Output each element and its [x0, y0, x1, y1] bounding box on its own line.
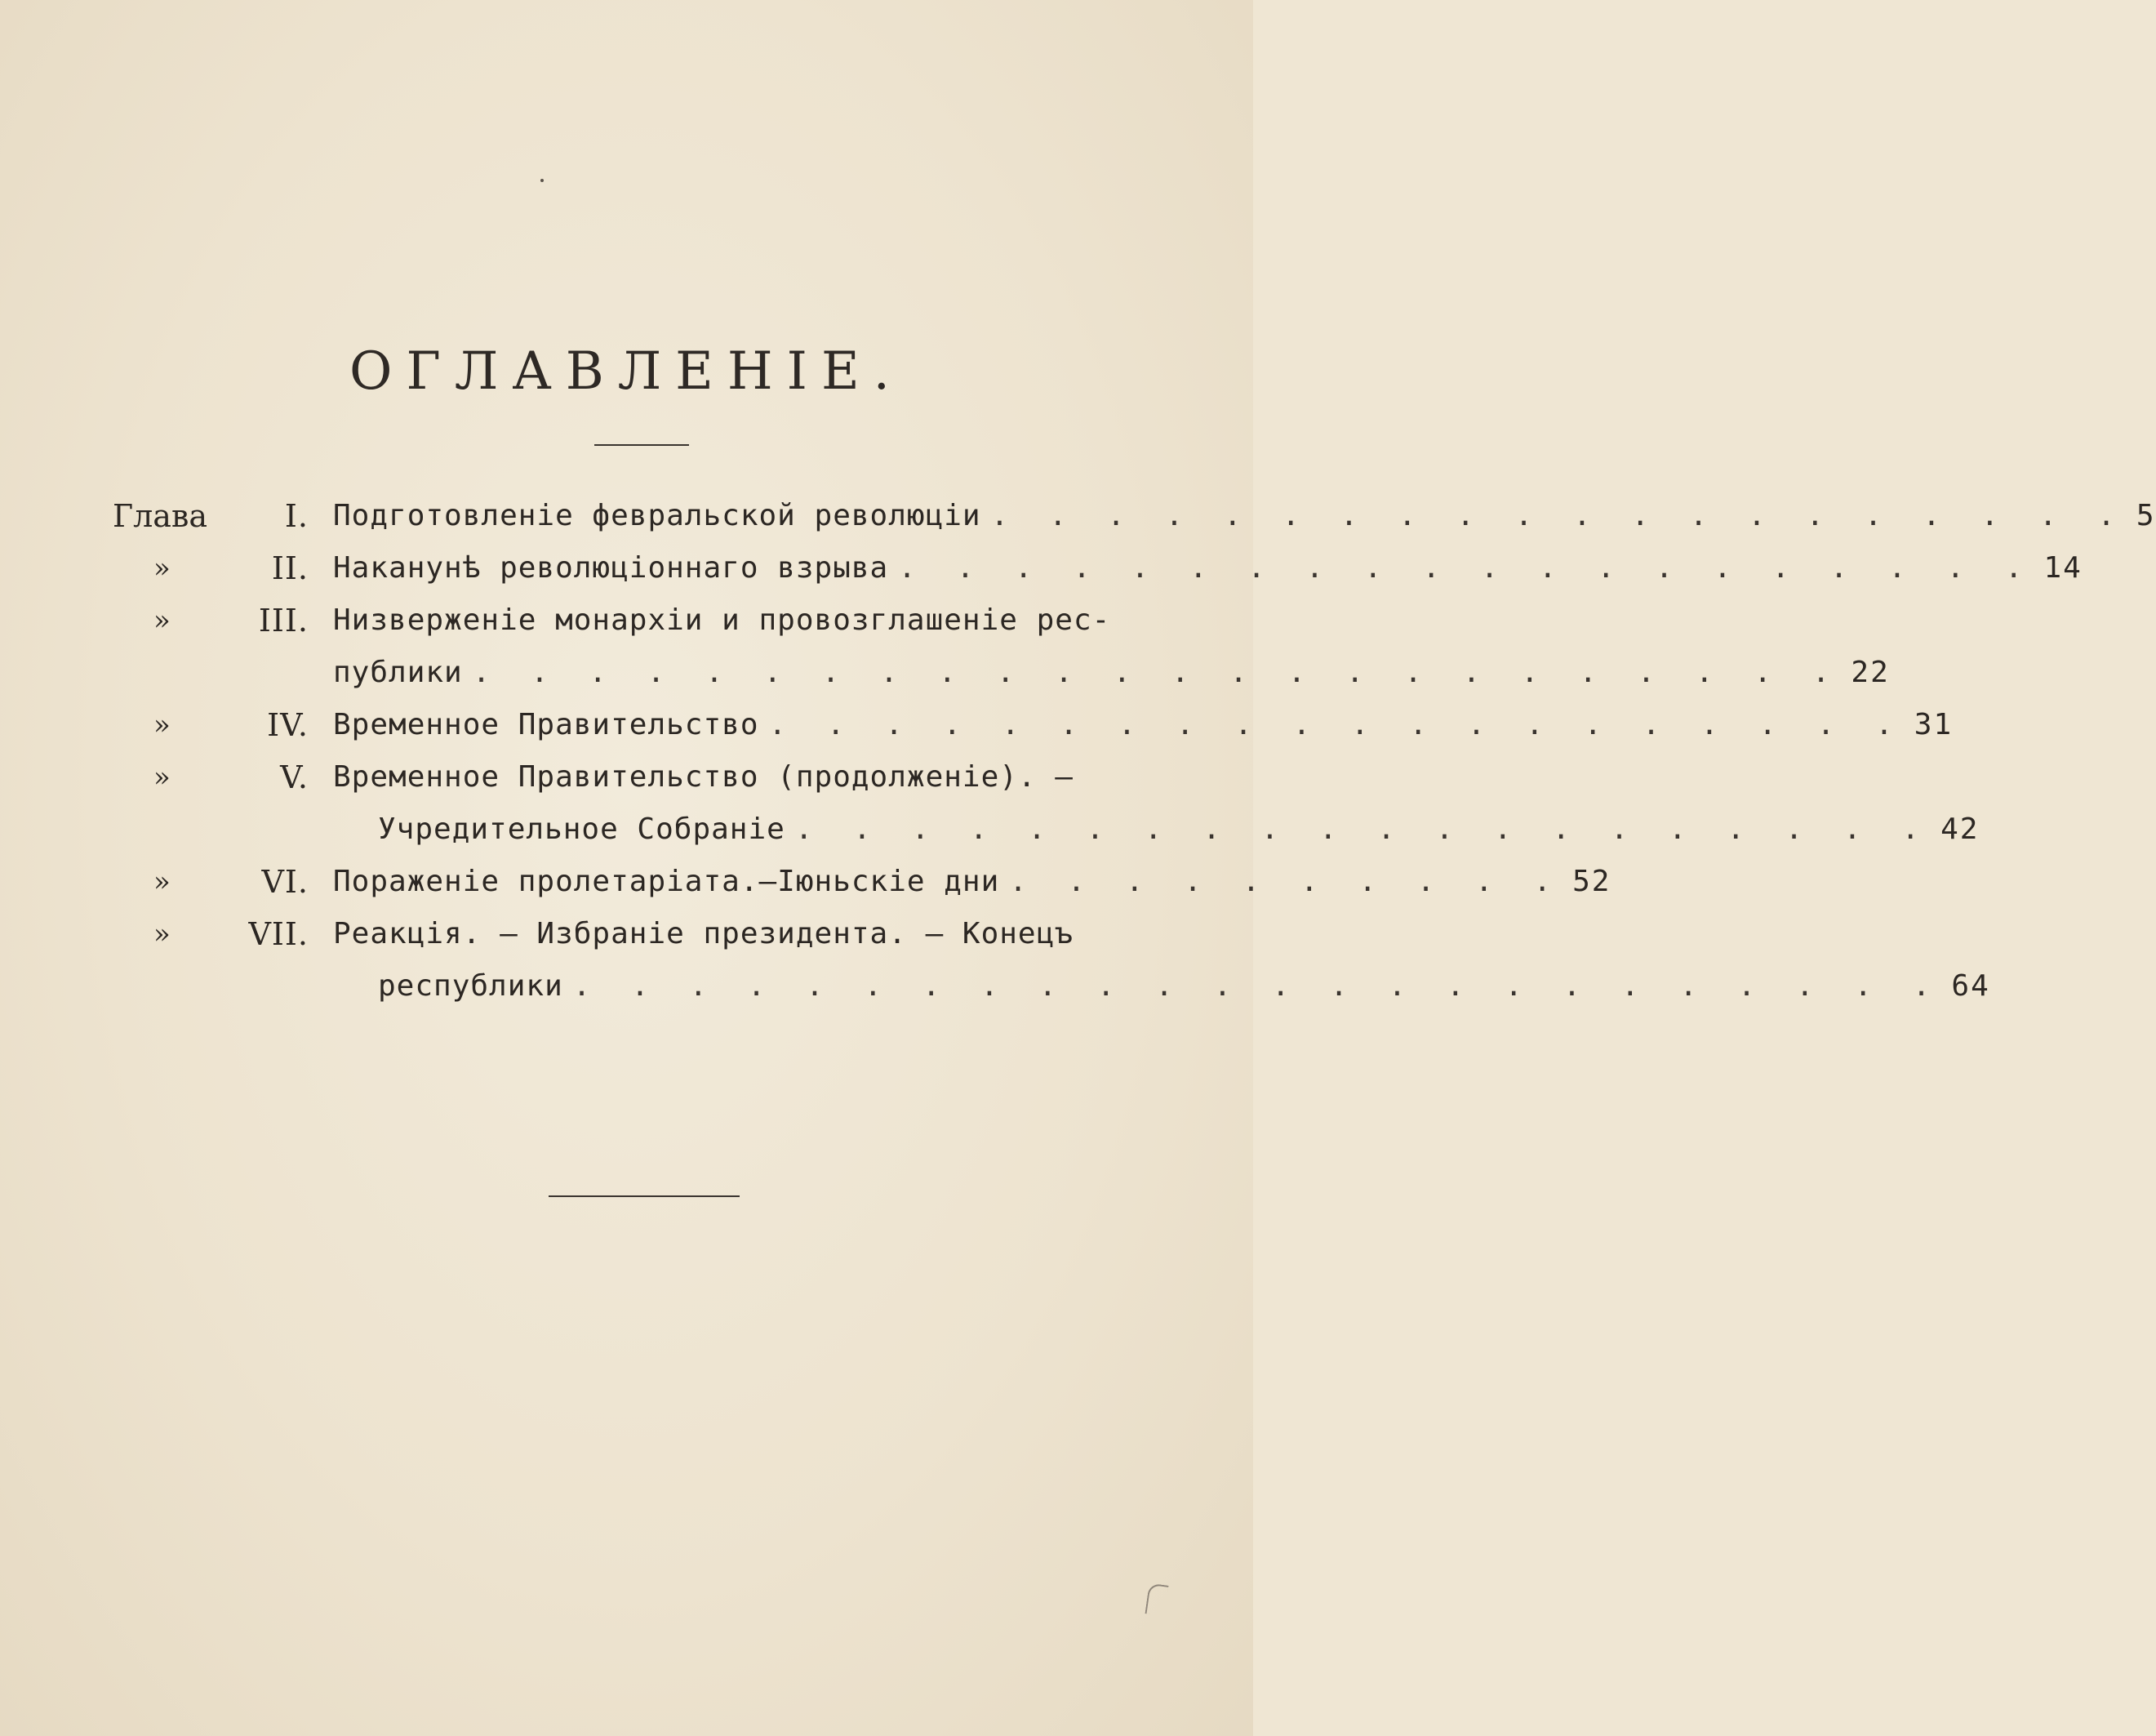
- page-number: 64: [1951, 969, 1990, 1003]
- chapter-title-line: Низверженіе монархіи и провозглашеніе рес-: [333, 603, 1111, 637]
- ditto-mark: »: [153, 866, 171, 898]
- ditto-mark: »: [153, 709, 171, 741]
- chapter-title-line: Учредительное Собраніе: [378, 812, 785, 846]
- chapter-number: I.: [284, 498, 309, 534]
- page-number: 22: [1851, 656, 1890, 689]
- chapter-number: VII.: [248, 916, 309, 952]
- chapter-title: [333, 908, 1990, 1013]
- chapter-title-line: республики: [378, 969, 563, 1003]
- chapter-title: [333, 594, 1890, 699]
- ditto-mark: »: [153, 761, 171, 794]
- chapter-number: VI.: [261, 864, 309, 900]
- toc-entry-7[interactable]: [0, 908, 1990, 1013]
- chapter-title-line: Наканунѣ революціоннаго взрыва: [333, 551, 889, 585]
- table-of-contents: [0, 490, 2156, 1013]
- toc-entry-3[interactable]: [0, 594, 1890, 699]
- toc-entry-4[interactable]: [0, 699, 1954, 751]
- dot-leader: . . . . . . . . . .: [1009, 865, 1563, 898]
- ditto-mark: »: [153, 918, 171, 950]
- page-number: 5: [2136, 499, 2156, 532]
- page-number: 14: [2043, 551, 2083, 585]
- closing-rule: [549, 1195, 740, 1197]
- dot-leader: . . . . . . . . . . . . . . . . . . . . . . . .: [472, 656, 1842, 689]
- chapter-title: [333, 856, 1611, 908]
- chapter-number: II.: [271, 550, 309, 586]
- chapter-title-line: публики: [333, 656, 463, 689]
- dot-leader: . . . . . . . . . . . . . . . . . . . .: [794, 812, 1932, 846]
- page-number: 52: [1572, 865, 1611, 898]
- title-rule: [594, 444, 689, 446]
- ditto-mark: »: [153, 604, 171, 637]
- chapter-title: [333, 699, 1954, 751]
- page-title: ОГЛАВЛЕНІЕ.: [349, 341, 905, 402]
- page-number: 42: [1940, 812, 1980, 846]
- dot-leader: . . . . . . . . . . . . . . . . . . . .: [898, 551, 2034, 585]
- dot-leader: . . . . . . . . . . . . . . . . . . . . . . . .: [572, 969, 1942, 1003]
- chapter-title-line: Реакція. — Избраніе президента. — Конецъ: [333, 917, 1074, 950]
- chapter-title: [333, 542, 2083, 594]
- chapter-title-line: Временное Правительство: [333, 708, 759, 741]
- toc-entry-5[interactable]: [0, 751, 1980, 856]
- chapter-number: IV.: [267, 707, 309, 743]
- toc-entry-2[interactable]: [0, 542, 2083, 594]
- pencil-mark: [1145, 1583, 1168, 1617]
- chapter-number: V.: [280, 759, 309, 795]
- chapter-title-line: Пораженіе пролетаріата.—Іюньскіе дни: [333, 865, 1000, 898]
- chapter-number: III.: [258, 603, 309, 639]
- chapter-title: [333, 490, 2156, 542]
- dot-leader: . . . . . . . . . . . . . . . . . . . .: [768, 708, 1905, 741]
- chapter-title: [333, 751, 1980, 856]
- chapter-title-line: Временное Правительство (продолженіе). —: [333, 760, 1074, 794]
- page-number: 31: [1914, 708, 1954, 741]
- ink-speck: [540, 179, 544, 182]
- dot-leader: . . . . . . . . . . . . . . . . . . . .: [990, 499, 2127, 532]
- ditto-mark: »: [153, 552, 171, 585]
- toc-entry-1[interactable]: [0, 490, 2156, 542]
- toc-entry-6[interactable]: [0, 856, 1611, 908]
- chapter-title-line: Подготовленіе февральской революціи: [333, 499, 981, 532]
- chapter-label: Глава: [113, 498, 208, 534]
